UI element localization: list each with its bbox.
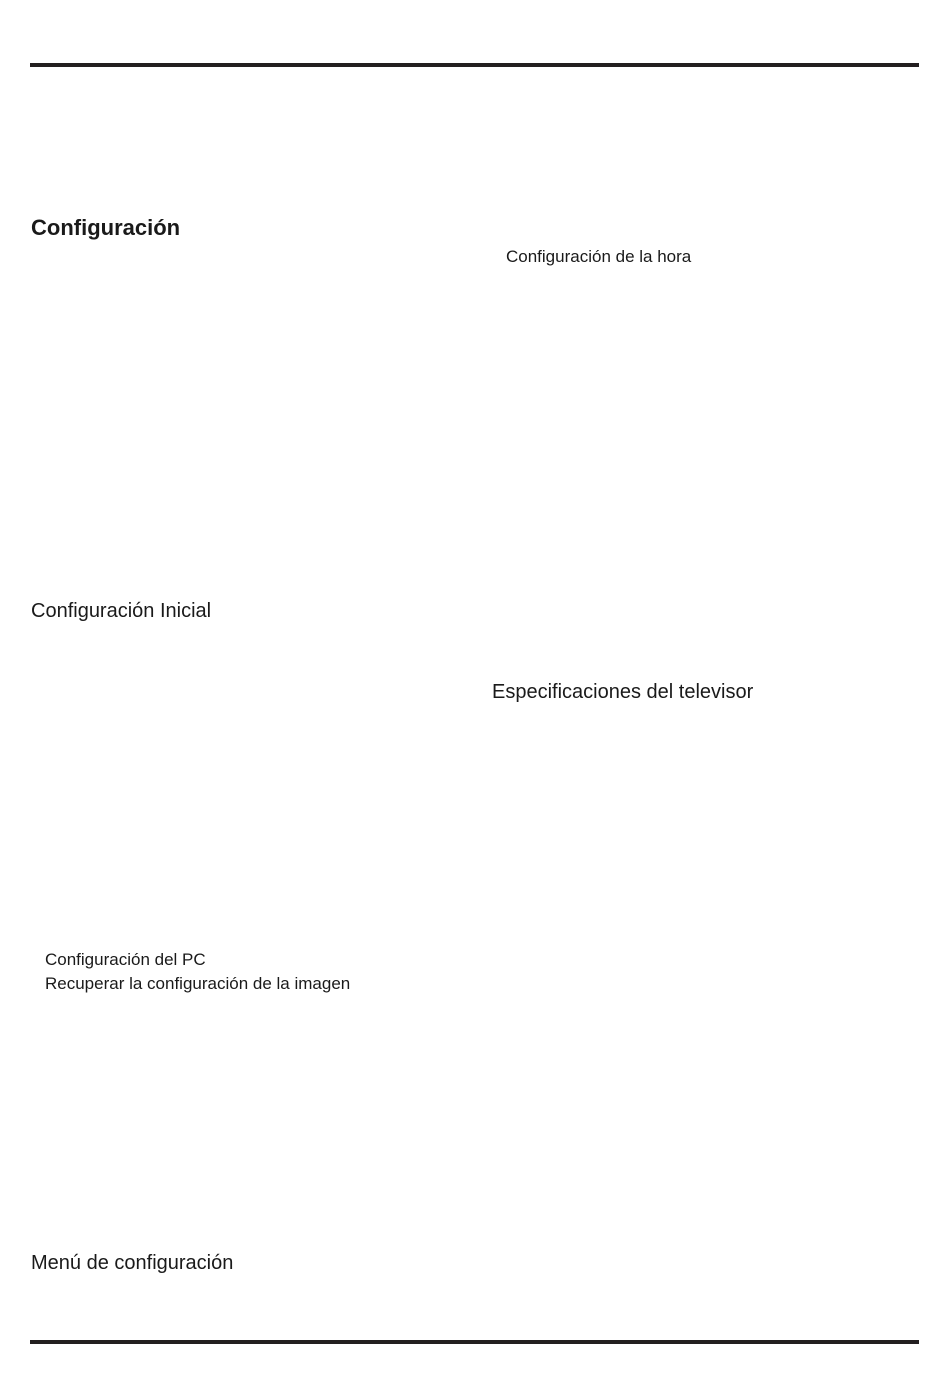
time-settings-heading: Configuración de la hora [506,247,692,266]
restore-image-settings-heading: Recuperar la configuración de la imagen [45,974,351,993]
tv-specifications-heading: Especificaciones del televisor [492,681,754,703]
bottom-rule [30,1340,919,1344]
section-title: Configuración [31,215,181,240]
pc-setup-heading: Configuración del PC [45,950,206,969]
initial-setup-heading: Configuración Inicial [31,600,212,622]
setup-menu-heading: Menú de configuración [31,1252,234,1274]
top-rule [30,63,919,67]
